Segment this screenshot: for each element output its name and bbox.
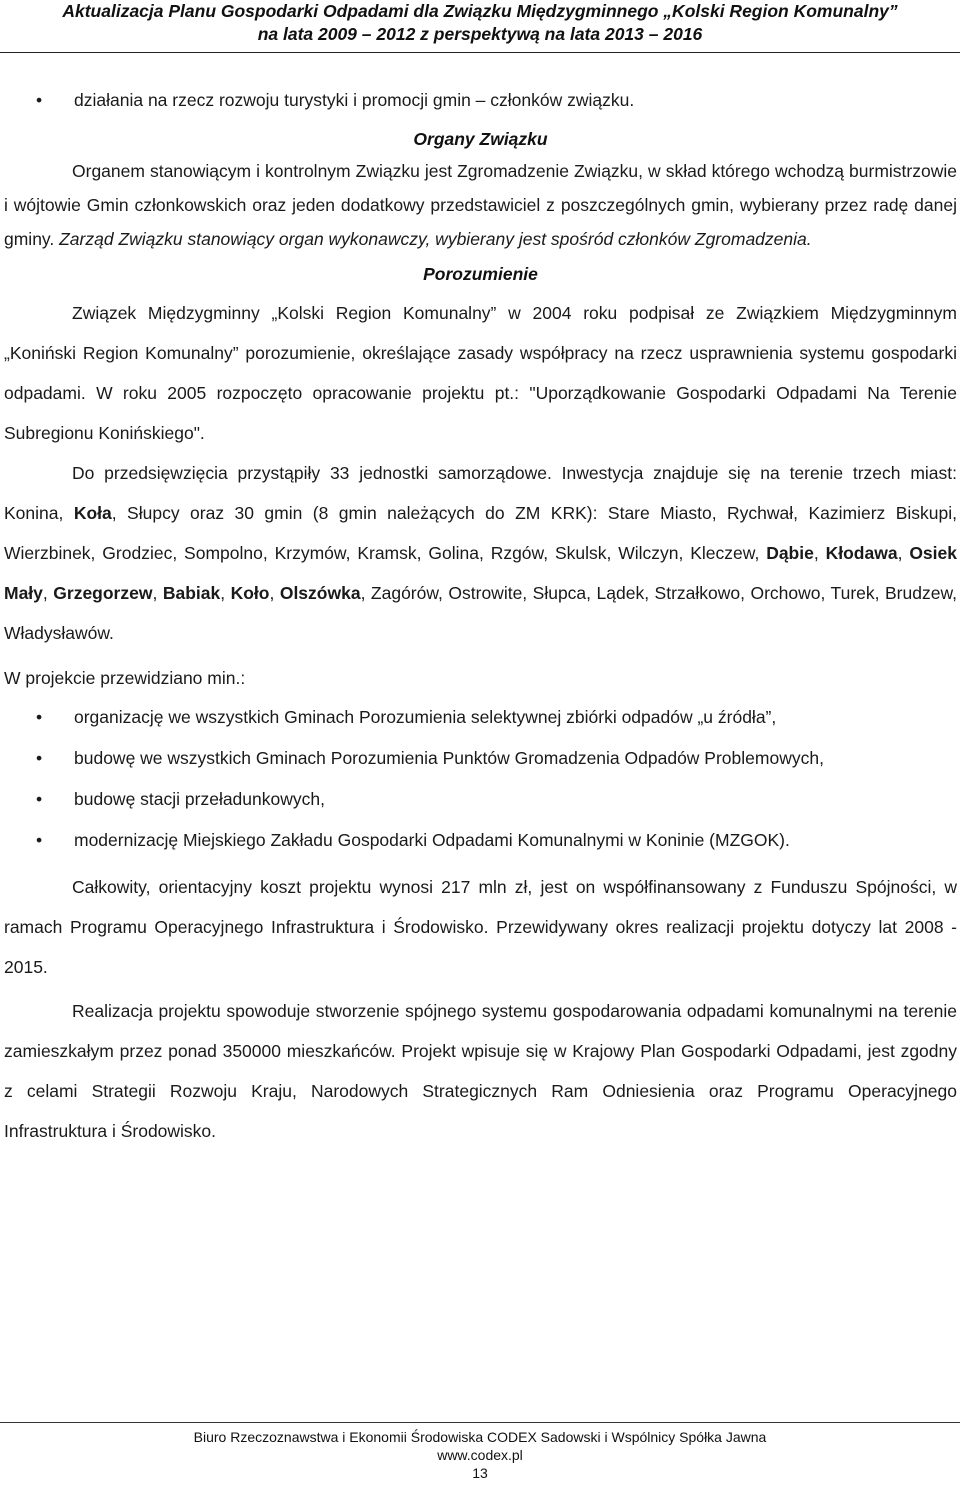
- separator: ,: [897, 543, 910, 563]
- document-footer: [0, 1428, 960, 1482]
- list-item-text: działania na rzecz rozwoju turystyki i promocji gmin – członków związku.: [74, 90, 635, 110]
- document-header: [0, 0, 960, 46]
- bullet-icon: •: [36, 830, 43, 850]
- list-item: [4, 785, 957, 813]
- gmina-olszowka: Olszówka: [279, 583, 361, 603]
- list-item: [4, 826, 957, 854]
- gmina-grzegorzew: Grzegorzew: [53, 583, 153, 603]
- separator: ,: [152, 583, 163, 603]
- separator: ,: [42, 583, 54, 603]
- list-item-text: organizację we wszystkich Gminach Porozumienia selektywnej zbiórki odpadów „u źródła”,: [74, 707, 777, 727]
- przystapily-text-2: Inwestycja znajduje się na terenie trzech miast: Konina,: [4, 463, 957, 523]
- list-item-text: budowę stacji przeładunkowych,: [74, 789, 325, 809]
- organy-text-2: Zarząd Związku stanowiący organ wykonawczy, wybierany jest spośród członków Zgromadzenia.: [54, 229, 812, 249]
- paragraph-koszt: Całkowity, orientacyjny koszt projektu wynosi 217 mln zł, jest on współfinansowany z Funduszu Spójności, w ramach Programu Operacyjnego Infrastruktura i Środowisko. Przewidywany okres realizacji projektu dotyczy lat 2008 - 2015.: [4, 877, 957, 977]
- przystapily-text-3: , Słupcy oraz 30 gmin (8 gmin należących do ZM KRK): Stare Miasto, Rychwał, Kazimierz Biskupi, Wierzbinek, Grodziec, Sompolno, Krzymów, Kramsk, Golina, Rzgów, Skulsk, Wilczyn, Kleczew,: [4, 503, 958, 563]
- section-heading-porozumienie: Porozumienie: [423, 264, 538, 284]
- bullet-icon: •: [36, 748, 43, 768]
- footer-rule: [0, 1422, 960, 1423]
- document-body: [4, 84, 957, 1151]
- page-number: 13: [472, 1465, 488, 1481]
- list-item: [4, 703, 957, 731]
- footer-company: Biuro Rzeczoznawstwa i Ekonomii Środowiska CODEX Sadowski i Wspólnicy Spółka Jawna: [193, 1429, 767, 1445]
- przystapily-text-4: , Zagórów, Ostrowite, Słupca, Lądek, Strzałkowo, Orchowo, Turek, Brudzew, Władysławów.: [4, 583, 957, 643]
- gmina-babiak: Babiak: [162, 583, 221, 603]
- separator: ,: [813, 543, 826, 563]
- bullet-icon: •: [36, 707, 43, 727]
- paragraph-przystapily: [4, 453, 957, 653]
- gmina-dabie: Dąbie: [766, 543, 814, 563]
- paragraph-porozumienie: Związek Międzygminny „Kolski Region Komunalny” w 2004 roku podpisał ze Związkiem Międzygminnym „Koniński Region Komunalny” porozumienie, określające zasady współpracy na rzecz usprawnienia systemu gospodarki odpadami. W roku 2005 rozpoczęto opracowanie projektu pt.: "Uporządkowanie Gospodarki Odpadami Na Terenie Subregionu Konińskiego".: [4, 303, 957, 443]
- header-title-line1: Aktualizacja Planu Gospodarki Odpadami dla Związku Międzygminnego „Kolski Region Komunalny”: [62, 1, 898, 21]
- project-items-list: [4, 703, 957, 854]
- separator: ,: [220, 583, 231, 603]
- separator: ,: [269, 583, 280, 603]
- przystapily-text-1: Do przedsięwzięcia przystąpiły 33 jednostki samorządowe.: [72, 463, 552, 483]
- bullet-icon: •: [36, 789, 43, 809]
- header-rule: [0, 52, 960, 53]
- list-item-text: budowę we wszystkich Gminach Porozumienia Punktów Gromadzenia Odpadów Problemowych,: [74, 748, 824, 768]
- paragraph-organy: [4, 154, 957, 256]
- header-title-line2: na lata 2009 – 2012 z perspektywą na lata 2013 – 2016: [257, 24, 703, 44]
- bullet-icon: •: [36, 90, 43, 110]
- intro-bullet-list: [4, 84, 957, 116]
- list-item: [4, 84, 957, 116]
- list-item: [4, 744, 957, 772]
- gmina-klodawa: Kłodawa: [825, 543, 898, 563]
- gmina-kola: Koła: [73, 503, 112, 523]
- gmina-osiek-maly: Osiek Mały: [4, 543, 957, 603]
- paragraph-realizacja: Realizacja projektu spowoduje stworzenie spójnego systemu gospodarowania odpadami komunalnymi na terenie zamieszkałym przez ponad 350000 mieszkańców. Projekt wpisuje się w Krajowy Plan Gospodarki Odpadami, jest zgodny z celami Strategii Rozwoju Kraju, Narodowych Strategicznych Ram Odniesienia oraz Programu Operacyjnego Infrastruktura i Środowisko.: [4, 1001, 957, 1141]
- footer-website: www.codex.pl: [437, 1447, 523, 1463]
- paragraph-przewidziano: W projekcie przewidziano min.:: [4, 668, 246, 688]
- gmina-kolo: Koło: [230, 583, 270, 603]
- organy-text-1: Organem stanowiącym i kontrolnym Związku jest Zgromadzenie Związku, w skład którego wchodzą burmistrzowie i wójtowie Gmin członkowskich oraz jeden dodatkowy przedstawiciel z poszczególnych gmin, wybierany przez radę danej gminy.: [4, 161, 957, 249]
- list-item-text: modernizację Miejskiego Zakładu Gospodarki Odpadami Komunalnymi w Koninie (MZGOK).: [74, 830, 790, 850]
- section-heading-organy: Organy Związku: [413, 129, 548, 149]
